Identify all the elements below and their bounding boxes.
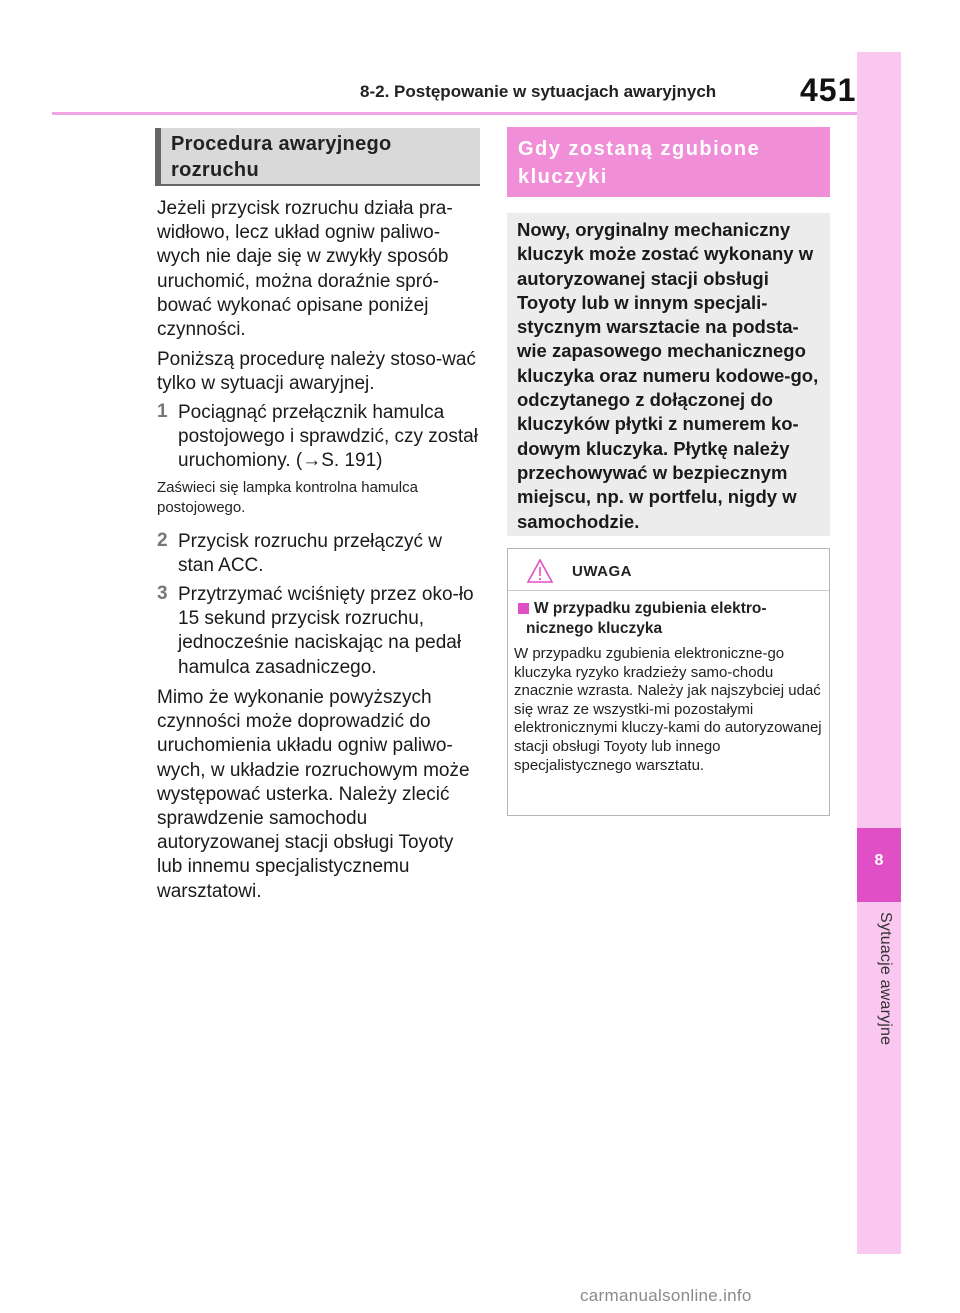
page-number: 451 — [800, 72, 857, 108]
warning-title: UWAGA — [572, 563, 632, 580]
step-number: 1 — [157, 401, 168, 422]
section-title: 8-2. Postępowanie w sytuacjach awaryjnych — [360, 82, 717, 101]
chapter-title: Sytuacje awaryjne — [877, 912, 894, 1046]
chapter-number: 8 — [874, 852, 884, 869]
right-heading: Gdy zostaną zgubione kluczyki — [518, 138, 761, 188]
chapter-side-tab — [857, 52, 901, 1254]
step-text: Przytrzymać wciśnięty przez oko-ło 15 sekund przycisk rozruchu, jednocześnie naciskając na pedał hamulca zasadniczego. — [178, 584, 474, 678]
left-heading: Procedura awaryjnego rozruchu — [171, 133, 392, 181]
header-divider — [52, 112, 857, 115]
warning-subtitle: W przypadku zgubienia elektro-nicznego kluczyka — [526, 600, 767, 637]
warning-triangle-icon — [527, 558, 553, 584]
warning-body: W przypadku zgubienia elektroniczne-go kluczyka ryzyko kradzieży samo-chodu znacznie wzrasta. Należy jak najszybciej udać się wraz ze wszystki-mi pozostałymi elektronicznymi kluczy-kami do autoryzowanej stacji obsługi Toyoty lub innego specjalistycznego warsztatu. — [514, 645, 822, 774]
watermark: carmanualsonline.info — [580, 1286, 752, 1305]
closing-paragraph: Mimo że wykonanie powyższych czynności może doprowadzić do uruchomienia układu ogniw paliwo-wych, w układzie rozruchowym może występować usterka. Należy zlecić sprawdzenie samochodu autoryzowanej stacji obsługi Toyoty lub innemu specjalistycznemu warsztatowi. — [157, 687, 470, 902]
step-note: Zaświeci się lampka kontrolna hamulca postojowego. — [157, 479, 418, 516]
emergency-only-paragraph: Poniższą procedurę należy stoso-wać tylko w sytuacji awaryjnej. — [157, 349, 476, 395]
info-text: Nowy, oryginalny mechaniczny kluczyk może zostać wykonany w autoryzowanej stacji obsługi Toyoty lub w innym specjali-stycznym warsztacie na podsta-wie zapasowego mechanicznego kluczyka oraz numeru kodowe-go, odczytanego z dołączonej do kluczyków płytki z numerem ko-dowym kluczyka. Płytkę należy przechowywać w bezpiecznym miejscu, np. w portfelu, nigdy w samochodzie. — [517, 219, 819, 532]
warning-header-divider — [508, 590, 829, 591]
step-number: 2 — [157, 530, 168, 551]
step-text: Pociągnąć przełącznik hamulca postojowego i sprawdzić, czy został uruchomiony. (→S. 191) — [178, 402, 478, 472]
step-text: Przycisk rozruchu przełączyć w stan ACC. — [178, 531, 442, 577]
intro-paragraph: Jeżeli przycisk rozruchu działa pra-widłowo, lecz układ ogniw paliwo-wych nie daje się w zwykły sposób uruchomić, można doraźnie spró-bować wykonać opisane poniżej czynności. — [157, 198, 453, 341]
step-number: 3 — [157, 583, 168, 604]
